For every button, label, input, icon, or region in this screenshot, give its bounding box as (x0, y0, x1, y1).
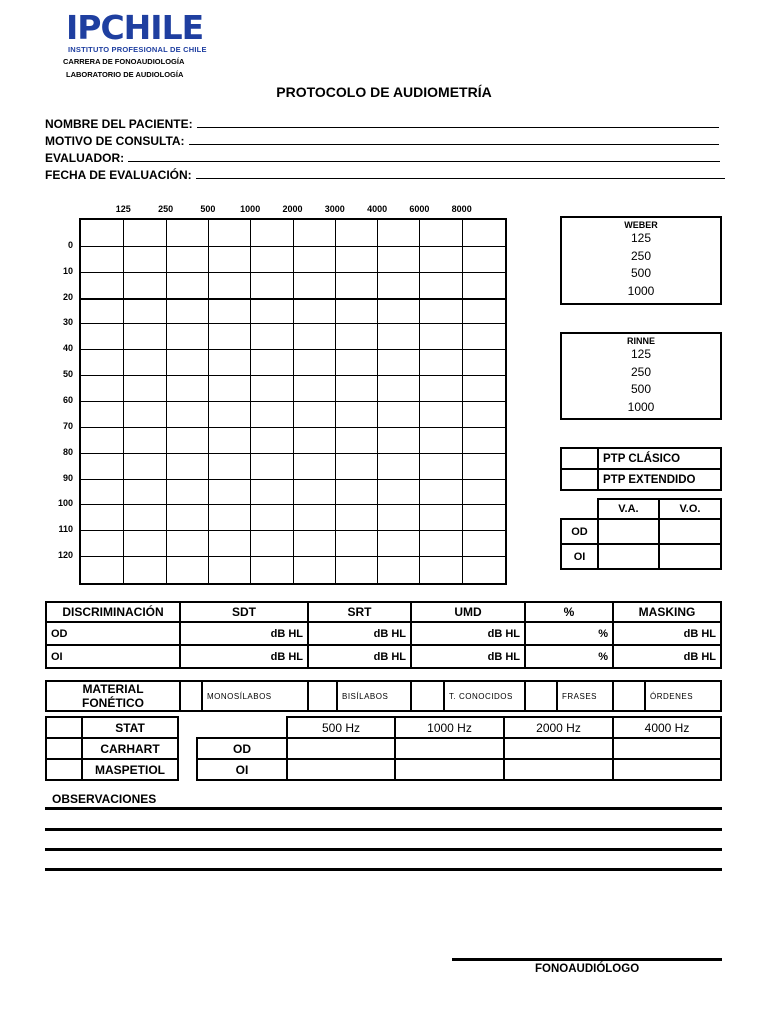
od-umd-cell[interactable]: dB HL (411, 622, 525, 645)
grid-hline (81, 272, 505, 273)
rinne-value: 500 (630, 382, 652, 396)
signature-label: FONOAUDIÓLOGO (535, 963, 640, 975)
frases-check[interactable] (525, 681, 557, 711)
oi-500-cell[interactable] (287, 759, 395, 780)
stat-od-label: OD (197, 738, 287, 759)
obs-line[interactable] (45, 828, 722, 831)
freq-ear-table (196, 716, 722, 781)
freq-1000-header: 1000 Hz (395, 717, 504, 738)
stat-table (45, 716, 179, 781)
ptp-classic-label: PTP CLÁSICO (598, 448, 721, 469)
material-label: MATERIAL FONÉTICO (46, 681, 180, 711)
grid-hline (81, 401, 505, 402)
maspetiol-label: MASPETIOL (82, 759, 178, 780)
va-header: V.A. (598, 499, 659, 519)
grid-hline (81, 453, 505, 454)
page-title: PROTOCOLO DE AUDIOMETRÍA (276, 84, 492, 100)
weber-value: 1000 (627, 283, 655, 298)
od-vo-cell[interactable] (659, 519, 721, 544)
grid-hline (81, 375, 505, 376)
ptp-extended-check[interactable] (561, 469, 598, 490)
frequency-label: 4000 (367, 204, 388, 214)
ptp-table (560, 447, 722, 491)
obs-line[interactable] (45, 868, 722, 871)
oi-vo-cell[interactable] (659, 544, 721, 569)
monosilabos-check[interactable] (180, 681, 202, 711)
field-eval-date[interactable]: FECHA DE EVALUACIÓN: (45, 168, 725, 182)
percent-header: % (525, 602, 613, 622)
db-level-label: 60 (62, 395, 73, 405)
db-level-label: 100 (57, 498, 73, 509)
oi-2000-cell[interactable] (504, 759, 613, 780)
rinne-value: 1000 (627, 399, 655, 414)
od-masking-cell[interactable]: dB HL (613, 622, 721, 645)
vo-header: V.O. (659, 499, 721, 519)
frequency-label: 1000 (240, 204, 261, 214)
rinne-title: RINNE (626, 336, 655, 346)
od-label: OD (561, 519, 598, 544)
oi-percent-cell[interactable]: % (525, 645, 613, 668)
oi-1000-cell[interactable] (395, 759, 504, 780)
weber-value: 250 (630, 248, 652, 263)
oi-masking-cell[interactable]: dB HL (613, 645, 721, 668)
discrimination-table (45, 601, 722, 669)
signature-line[interactable] (452, 958, 722, 961)
frequency-label: 8000 (451, 204, 472, 214)
oi-srt-cell[interactable]: dB HL (308, 645, 411, 668)
ordenes-label: ÓRDENES (645, 681, 721, 711)
od-srt-cell[interactable]: dB HL (308, 622, 411, 645)
db-level-label: 80 (62, 446, 73, 457)
ptp-extended-label: PTP EXTENDIDO (598, 469, 721, 490)
oi-va-cell[interactable] (598, 544, 659, 569)
carhart-label: CARHART (82, 738, 178, 759)
observaciones-label: OBSERVACIONES (52, 792, 157, 806)
freq-2000-header: 2000 Hz (504, 717, 613, 738)
db-level-label: 70 (62, 420, 73, 431)
oi-4000-cell[interactable] (613, 759, 721, 780)
db-level-label: 10 (62, 265, 73, 276)
disc-od-label: OD (46, 622, 180, 645)
weber-value: 500 (630, 266, 652, 280)
oi-sdt-cell[interactable]: dB HL (180, 645, 308, 668)
rinne-box (560, 332, 722, 420)
obs-line[interactable] (45, 848, 722, 851)
srt-header: SRT (308, 602, 411, 622)
disc-oi-label: OI (46, 645, 180, 668)
db-level-label: 120 (57, 550, 73, 561)
lab-label: LABORATORIO DE AUDIOLOGÍA (66, 70, 184, 79)
grid-hline (81, 427, 505, 428)
stat-oi-label: OI (197, 759, 287, 780)
db-level-label: 30 (62, 317, 73, 328)
field-consult-reason[interactable]: MOTIVO DE CONSULTA: (45, 134, 719, 148)
umd-header: UMD (411, 602, 525, 622)
career-label: CARRERA DE FONOAUDIOLOGÍA (63, 57, 185, 66)
db-level-label: 90 (62, 472, 73, 483)
conocidos-label: T. CONOCIDOS (444, 681, 525, 711)
logo-subtitle: INSTITUTO PROFESIONAL DE CHILE (68, 45, 207, 54)
material-table (45, 680, 722, 712)
conocidos-check[interactable] (411, 681, 444, 711)
grid-hline (81, 298, 505, 300)
sdt-header: SDT (180, 602, 308, 622)
oi-label: OI (561, 544, 598, 569)
grid-hline (81, 504, 505, 505)
masking-header: MASKING (613, 602, 721, 622)
bisilabos-check[interactable] (308, 681, 337, 711)
rinne-value: 250 (630, 364, 652, 379)
frequency-label: 3000 (324, 204, 345, 214)
db-level-label: 20 (62, 291, 73, 302)
weber-box (560, 216, 722, 305)
obs-line[interactable] (45, 807, 722, 810)
db-level-label: 40 (62, 343, 73, 354)
ordenes-check[interactable] (613, 681, 645, 711)
db-level-label: 50 (62, 369, 73, 380)
rinne-value: 125 (630, 347, 652, 361)
freq-500-header: 500 Hz (287, 717, 395, 738)
weber-value: 125 (630, 231, 652, 245)
freq-4000-header: 4000 Hz (613, 717, 721, 738)
ptp-classic-check[interactable] (561, 448, 598, 469)
field-patient-name[interactable]: NOMBRE DEL PACIENTE: (45, 117, 719, 131)
od-500-cell[interactable] (287, 738, 395, 759)
weber-title: WEBER (624, 220, 658, 230)
va-vo-table (560, 498, 722, 570)
od-1000-cell[interactable] (395, 738, 504, 759)
frequency-label: 2000 (282, 204, 303, 214)
grid-hline (81, 246, 505, 247)
grid-hline (81, 479, 505, 480)
od-percent-cell[interactable]: % (525, 622, 613, 645)
grid-hline (81, 556, 505, 557)
grid-hline (81, 349, 505, 350)
od-va-cell[interactable] (598, 519, 659, 544)
frequency-label: 250 (158, 204, 174, 214)
audiogram-grid[interactable] (79, 218, 507, 585)
frequency-label: 6000 (409, 204, 430, 214)
field-evaluator[interactable]: EVALUADOR: (45, 151, 720, 165)
db-level-label: 110 (58, 524, 73, 535)
oi-umd-cell[interactable]: dB HL (411, 645, 525, 668)
stat-label: STAT (82, 717, 178, 738)
od-2000-cell[interactable] (504, 738, 613, 759)
frequency-label: 125 (115, 204, 131, 214)
stat-check[interactable] (46, 717, 82, 738)
bisilabos-label: BISÍLABOS (337, 681, 411, 711)
frases-label: FRASES (557, 681, 613, 711)
monosilabos-label: MONOSÍLABOS (202, 681, 308, 711)
od-sdt-cell[interactable]: dB HL (180, 622, 308, 645)
db-level-label: 0 (67, 239, 73, 250)
grid-hline (81, 530, 505, 531)
disc-header: DISCRIMINACIÓN (46, 602, 180, 622)
frequency-label: 500 (200, 204, 216, 214)
carhart-check[interactable] (46, 738, 82, 759)
maspetiol-check[interactable] (46, 759, 82, 780)
od-4000-cell[interactable] (613, 738, 721, 759)
grid-hline (81, 323, 505, 324)
ipchile-logo: IPCHILE (66, 8, 204, 47)
